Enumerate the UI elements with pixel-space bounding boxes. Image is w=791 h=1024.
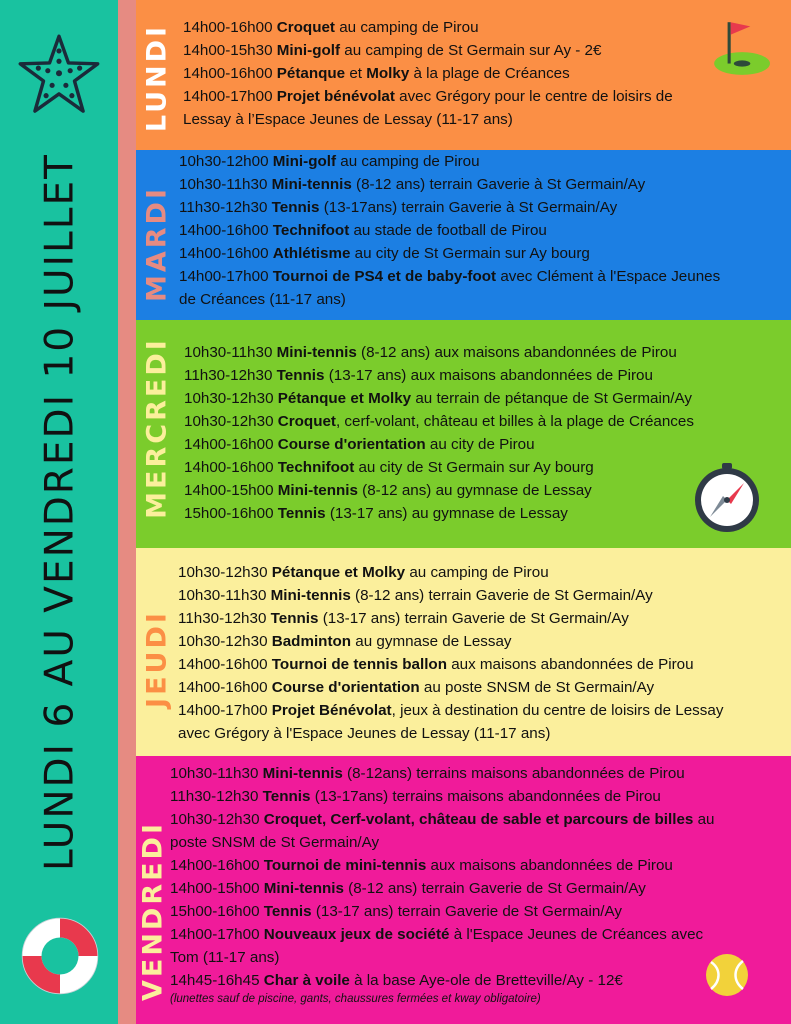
day-section-lundi xyxy=(136,0,791,150)
activity-name: Pétanque et Molky xyxy=(271,564,406,581)
activity-name: Tennis xyxy=(277,505,326,522)
activity-time: 14h00-16h00 xyxy=(170,857,260,874)
activity-name: Mini-tennis xyxy=(262,765,343,782)
activity-details: au camping de Pirou xyxy=(336,153,480,170)
activity-name: Pétanque et Molky xyxy=(277,390,412,407)
activity-details: (8-12ans) terrains maisons abandonnées de Pirou xyxy=(342,765,685,782)
activity-name: Mini-tennis xyxy=(276,344,357,361)
activity-time: 14h00-16h00 xyxy=(179,222,269,239)
activity-details: au gymnase de Lessay xyxy=(351,633,512,650)
activity-details: (13-17 ans) terrain Gaverie de St Germain/Ay xyxy=(311,903,622,920)
activity-details: au city de St Germain sur Ay bourg xyxy=(350,245,590,262)
activity-details: avec Grégory pour le centre de loisirs de xyxy=(394,88,673,105)
activity-line xyxy=(179,242,720,265)
activity-name: Nouveaux jeux de société xyxy=(263,926,450,943)
golf-flag-icon xyxy=(709,16,771,78)
activity-line xyxy=(170,923,714,946)
activity-line xyxy=(184,341,694,364)
activity-time: 14h00-15h00 xyxy=(184,482,274,499)
activity-details: aux maisons abandonnées de Pirou xyxy=(426,857,673,874)
activity-details: , cerf-volant, château et billes à la plage de Créances xyxy=(335,413,694,430)
activity-name: Croquet xyxy=(276,19,335,36)
activity-list xyxy=(178,561,723,745)
activity-line xyxy=(170,900,714,923)
activity-name: Tournoi de mini-tennis xyxy=(263,857,427,874)
activity-line-continued: poste SNSM de St Germain/Ay xyxy=(170,834,380,851)
activity-line xyxy=(179,265,720,288)
activity-time: 14h00-16h00 xyxy=(183,65,273,82)
activity-line xyxy=(178,699,723,722)
activity-line-continued: Lessay à l’Espace Jeunes de Lessay (11-17 ans) xyxy=(183,111,513,128)
activity-time: 10h30-11h30 xyxy=(184,344,273,361)
activity-details: au city de Pirou xyxy=(425,436,535,453)
activity-line-continued: avec Grégory à l'Espace Jeunes de Lessay (11-17 ans) xyxy=(178,725,551,742)
activity-line xyxy=(184,456,694,479)
activity-time: 14h00-16h00 xyxy=(178,656,268,673)
day-section-vendredi xyxy=(136,756,791,1024)
activity-details: au terrain de pétanque de St Germain/Ay xyxy=(411,390,692,407)
activity-details: (8-12 ans) au gymnase de Lessay xyxy=(357,482,592,499)
activity-time: 10h30-11h30 xyxy=(170,765,259,782)
starfish-icon xyxy=(16,32,102,118)
activity-name: Technifoot xyxy=(272,222,350,239)
activity-name: Course d'orientation xyxy=(277,436,426,453)
activity-name: Projet Bénévolat xyxy=(271,702,392,719)
activity-details: au city de St Germain sur Ay bourg xyxy=(354,459,594,476)
activity-line xyxy=(178,607,723,630)
activity-list xyxy=(170,762,714,1007)
activity-time: 14h45-16h45 xyxy=(170,972,260,989)
day-section-mercredi xyxy=(136,320,791,548)
activity-details: (8-12 ans) terrain Gaverie à St Germain/Ay xyxy=(351,176,646,193)
activity-line xyxy=(179,196,720,219)
activity-time: 14h00-17h00 xyxy=(183,88,273,105)
activity-list xyxy=(179,150,720,311)
day-section-jeudi xyxy=(136,548,791,756)
activity-name: Technifoot xyxy=(277,459,355,476)
activity-line xyxy=(179,219,720,242)
activity-line-continued: Tom (11-17 ans) xyxy=(170,949,280,966)
activity-time: 11h30-12h30 xyxy=(179,199,268,216)
activity-details: au camping de St Germain sur Ay - 2€ xyxy=(340,42,602,59)
activity-note: (lunettes sauf de piscine, gants, chaussures fermées et kway obligatoire) xyxy=(170,993,541,1005)
activity-name: Tennis xyxy=(271,199,320,216)
activity-time: 14h00-15h00 xyxy=(170,880,260,897)
day-label-jeudi: JEUDI xyxy=(141,610,173,708)
activity-time: 14h00-15h30 xyxy=(183,42,273,59)
activity-name: Croquet, Cerf-volant, château de sable et parcours de billes xyxy=(263,811,694,828)
activity-details: avec Clément à l'Espace Jeunes xyxy=(496,268,721,285)
day-label-vendredi: VENDREDI xyxy=(137,820,169,1002)
activity-details: (8-12 ans) terrain Gaverie de St Germain/Ay xyxy=(350,587,653,604)
activity-name: Tournoi de tennis ballon xyxy=(271,656,447,673)
activity-time: 11h30-12h30 xyxy=(170,788,259,805)
activity-name: Mini-tennis xyxy=(277,482,358,499)
activity-details: (13-17 ans) au gymnase de Lessay xyxy=(325,505,568,522)
activity-details: au poste SNSM de St Germain/Ay xyxy=(419,679,655,696)
activity-details: au xyxy=(693,811,715,828)
activity-name: Mini-golf xyxy=(276,42,341,59)
activity-time: 10h30-12h30 xyxy=(184,390,274,407)
divider-stripe xyxy=(118,0,136,1024)
activity-name: Tennis xyxy=(270,610,319,627)
activity-line xyxy=(179,150,720,173)
activity-name: Badminton xyxy=(271,633,352,650)
activity-details: (8-12 ans) aux maisons abandonnées de Pirou xyxy=(356,344,677,361)
activity-time: 14h00-16h00 xyxy=(184,459,274,476)
activity-name: Tennis xyxy=(262,788,311,805)
activity-time: 14h00-16h00 xyxy=(178,679,268,696)
activity-name: Mini-tennis xyxy=(263,880,344,897)
activity-name: Pétanque xyxy=(276,65,346,82)
activity-details: (13-17 ans) aux maisons abandonnées de Pirou xyxy=(324,367,653,384)
compass-icon xyxy=(692,463,762,533)
activity-list xyxy=(183,16,673,131)
activity-details: aux maisons abandonnées de Pirou xyxy=(446,656,694,673)
activity-details: (13-17ans) terrain Gaverie à St Germain/Ay xyxy=(319,199,618,216)
activity-line xyxy=(183,39,673,62)
activity-time: 10h30-12h30 xyxy=(170,811,260,828)
activity-time: 14h00-16h00 xyxy=(179,245,269,262)
activity-details: , jeux à destination du centre de loisirs de Lessay xyxy=(391,702,724,719)
activity-line xyxy=(184,410,694,433)
activity-line xyxy=(184,479,694,502)
activity-time: 14h00-17h00 xyxy=(179,268,269,285)
activity-line xyxy=(183,16,673,39)
day-label-mardi: MARDI xyxy=(141,185,173,303)
activity-line xyxy=(170,762,714,785)
activity-time: 14h00-16h00 xyxy=(184,436,274,453)
activity-line xyxy=(179,173,720,196)
activity-name: Char à voile xyxy=(263,972,350,989)
activity-details: (13-17ans) terrains maisons abandonnées de Pirou xyxy=(310,788,661,805)
lifebuoy-icon xyxy=(18,914,102,998)
activity-name: Projet bénévolat xyxy=(276,88,395,105)
activity-line xyxy=(170,808,714,831)
activity-line xyxy=(183,62,673,85)
activity-time: 11h30-12h30 xyxy=(178,610,267,627)
day-section-mardi xyxy=(136,150,791,320)
activity-details: (8-12 ans) terrain Gaverie de St Germain/Ay xyxy=(343,880,646,897)
activity-details: au stade de football de Pirou xyxy=(349,222,547,239)
activity-line xyxy=(178,676,723,699)
activity-time: 11h30-12h30 xyxy=(184,367,273,384)
activity-line-continued: de Créances (11-17 ans) xyxy=(179,291,346,308)
activity-time: 14h00-17h00 xyxy=(178,702,268,719)
activity-details: à la plage de Créances xyxy=(409,65,570,82)
activity-details: à l'Espace Jeunes de Créances avec xyxy=(449,926,704,943)
activity-line xyxy=(184,364,694,387)
activity-details: au camping de Pirou xyxy=(405,564,549,581)
activity-name: Mini-tennis xyxy=(271,176,352,193)
activity-time: 10h30-12h30 xyxy=(178,633,268,650)
activity-time: 14h00-16h00 xyxy=(183,19,273,36)
left-panel xyxy=(0,0,118,1024)
tennis-ball-icon xyxy=(705,953,749,997)
activity-name: Molky xyxy=(366,65,410,82)
activity-name: Tournoi de PS4 et de baby-foot xyxy=(272,268,497,285)
activity-line xyxy=(178,630,723,653)
activity-line xyxy=(184,387,694,410)
activity-line xyxy=(170,877,714,900)
activity-name: Course d'orientation xyxy=(271,679,420,696)
activity-line xyxy=(184,502,694,525)
activity-list xyxy=(184,341,694,525)
activity-connector: et xyxy=(345,65,367,82)
activity-name: Croquet xyxy=(277,413,336,430)
page-title: LUNDI 6 AU VENDREDI 10 JUILLET xyxy=(37,153,83,871)
activity-time: 10h30-12h00 xyxy=(179,153,269,170)
activity-time: 10h30-12h30 xyxy=(184,413,274,430)
activity-details: (13-17 ans) terrain Gaverie de St Germain/Ay xyxy=(318,610,629,627)
activity-line xyxy=(178,584,723,607)
activity-name: Mini-golf xyxy=(272,153,337,170)
activity-line xyxy=(178,653,723,676)
activity-time: 15h00-16h00 xyxy=(170,903,260,920)
activity-line xyxy=(184,433,694,456)
activity-line xyxy=(170,785,714,808)
activity-name: Athlétisme xyxy=(272,245,351,262)
activity-name: Tennis xyxy=(276,367,325,384)
activity-time: 10h30-11h30 xyxy=(179,176,268,193)
activity-time: 14h00-17h00 xyxy=(170,926,260,943)
activity-line xyxy=(170,854,714,877)
activity-name: Mini-tennis xyxy=(270,587,351,604)
day-label-mercredi: MERCREDI xyxy=(141,337,173,519)
activity-line xyxy=(170,969,714,992)
activity-line xyxy=(178,561,723,584)
activity-time: 15h00-16h00 xyxy=(184,505,274,522)
activity-details: à la base Aye-ole de Bretteville/Ay - 12€ xyxy=(349,972,623,989)
activity-line xyxy=(183,85,673,108)
day-label-lundi: LUNDI xyxy=(141,23,173,133)
activity-time: 10h30-11h30 xyxy=(178,587,267,604)
activity-name: Tennis xyxy=(263,903,312,920)
activity-time: 10h30-12h30 xyxy=(178,564,268,581)
activity-details: au camping de Pirou xyxy=(334,19,479,36)
